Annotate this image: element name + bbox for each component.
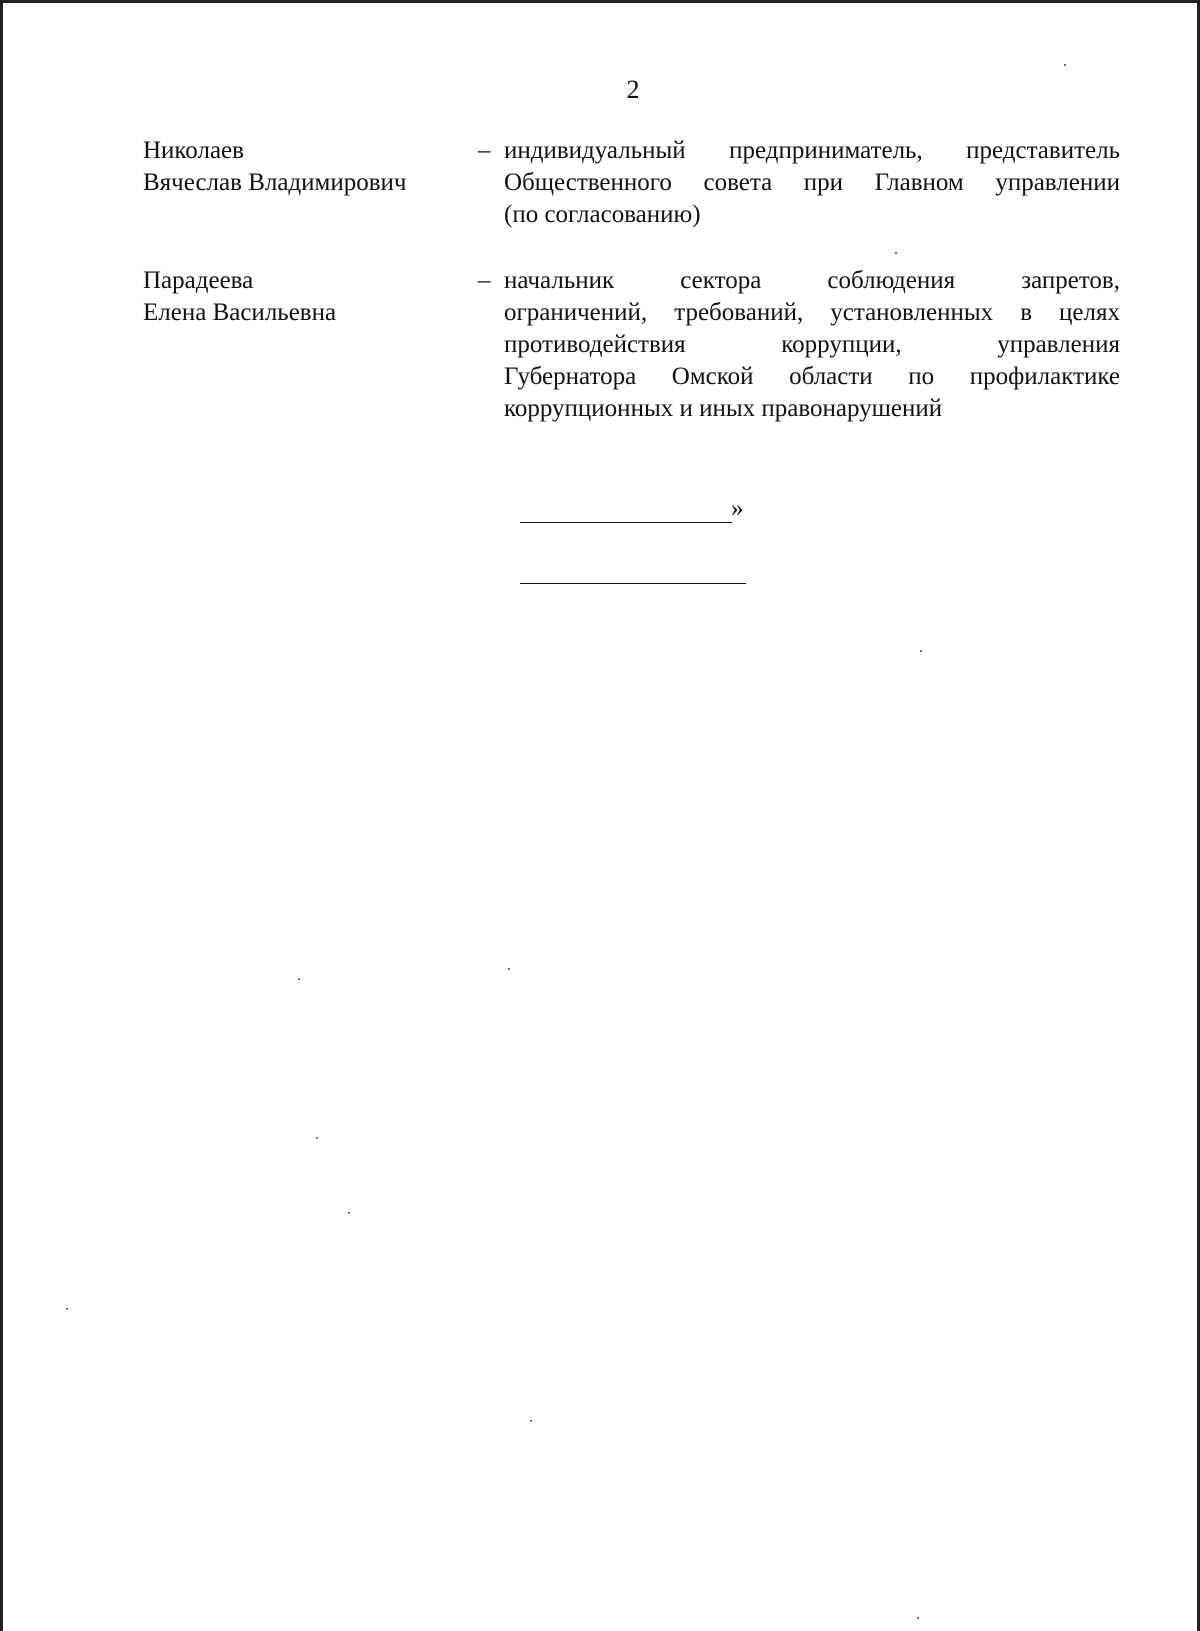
scan-border-left (0, 0, 3, 1631)
member-given-names: Елена Васильевна (143, 299, 337, 326)
member-description (504, 265, 1120, 425)
description-line: коррупционных и иных правонарушений (504, 395, 943, 422)
description-line: (по согласованию) (504, 201, 701, 228)
end-separator-line (520, 583, 746, 584)
member-surname: Парадеева (143, 267, 254, 294)
member-dash: – (478, 267, 491, 294)
member-surname: Николаев (143, 137, 244, 164)
scan-border-top (0, 0, 1200, 3)
scan-speck (895, 252, 897, 254)
scan-speck (917, 1617, 919, 1619)
scan-speck (66, 1308, 68, 1310)
member-given-names: Вячеслав Владимирович (143, 169, 407, 196)
description-line: противодействия коррупции, управления (504, 331, 1120, 358)
description-line: Общественного совета при Главном управлении (504, 169, 1120, 196)
description-line: Губернатора Омской области по профилактике (504, 363, 1120, 390)
scan-speck (508, 968, 510, 970)
scan-speck (298, 978, 300, 980)
scan-speck (348, 1212, 350, 1214)
scan-speck (530, 1420, 532, 1422)
member-name (143, 135, 463, 199)
scan-speck (920, 650, 922, 652)
description-line: индивидуальный предприниматель, представитель (504, 137, 1120, 164)
closing-underline (520, 522, 732, 523)
scan-speck (1064, 64, 1066, 66)
member-description (504, 135, 1120, 231)
page-number: 2 (626, 75, 640, 104)
member-dash: – (478, 137, 491, 164)
description-line: ограничений, требований, установленных в целях (504, 299, 1120, 326)
scan-speck (316, 1137, 318, 1139)
description-line: начальник сектора соблюдения запретов, (504, 267, 1120, 294)
member-name (143, 265, 463, 329)
closing-quote-mark: » (731, 495, 744, 522)
